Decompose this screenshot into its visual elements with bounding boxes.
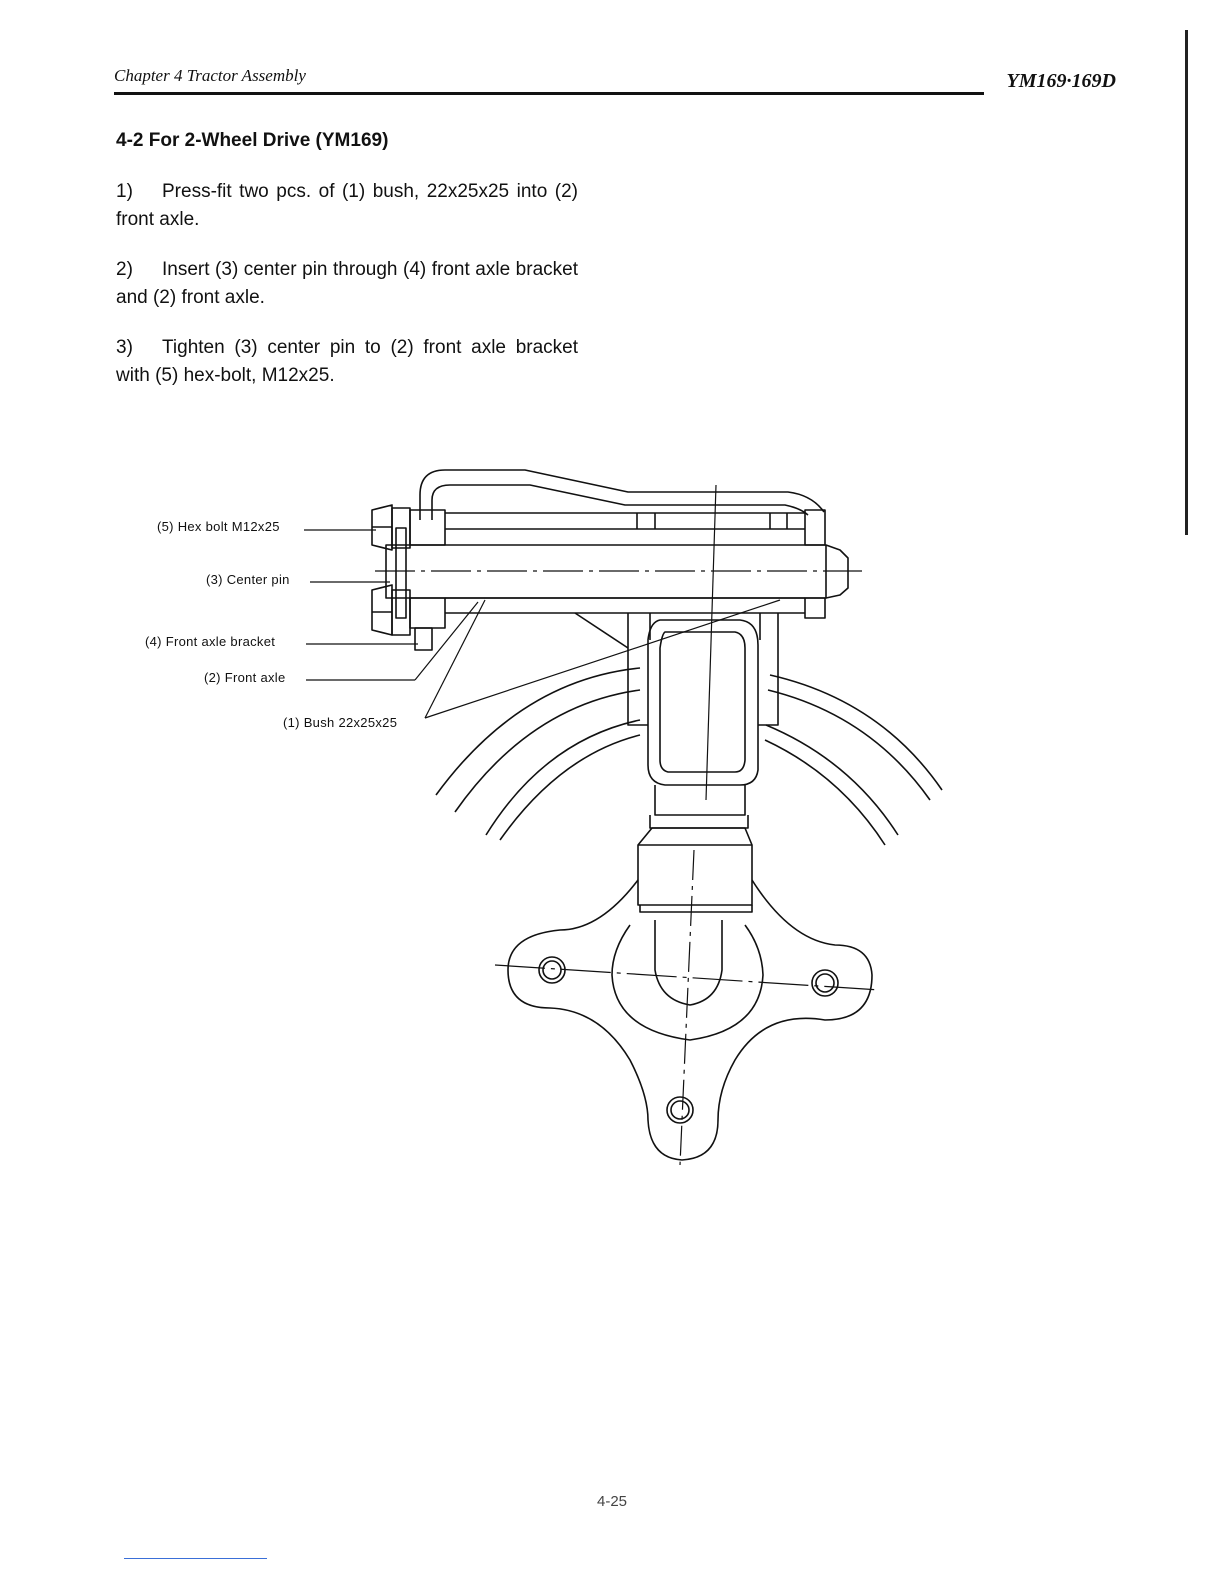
leader-lines: [304, 530, 780, 718]
step-text: Press-fit two pcs. of (1) bush, 22x25x25 into (2) front axle.: [116, 181, 578, 230]
callout-hex-bolt: (5) Hex bolt M12x25: [157, 519, 280, 534]
step-number: 2): [116, 259, 133, 280]
callout-center-pin: (3) Center pin: [206, 572, 290, 587]
model-number: YM169·169D: [1006, 70, 1116, 92]
callout-bush: (1) Bush 22x25x25: [283, 715, 398, 730]
footer-rule: [124, 1558, 267, 1559]
knuckle-plate: [508, 880, 872, 1160]
tire-outline: [436, 668, 942, 845]
callout-front-axle: (2) Front axle: [204, 670, 286, 685]
page-number: 4-25: [596, 1493, 628, 1510]
center-pin: [386, 528, 848, 618]
step-number: 1): [116, 181, 133, 202]
hex-bolt: [372, 505, 410, 635]
chapter-title: Chapter 4 Tractor Assembly: [114, 66, 306, 85]
step-text: Tighten (3) center pin to (2) front axle bracket with (5) hex-bolt, M12x25.: [116, 337, 578, 386]
front-axle-bracket: [410, 470, 825, 650]
callout-front-axle-bracket: (4) Front axle bracket: [145, 634, 276, 649]
step-number: 3): [116, 337, 133, 358]
step-text: Insert (3) center pin through (4) front axle bracket and (2) front axle.: [116, 259, 578, 308]
center-lines: [375, 485, 880, 1165]
section-title: 4-2 For 2-Wheel Drive (YM169): [116, 130, 389, 151]
